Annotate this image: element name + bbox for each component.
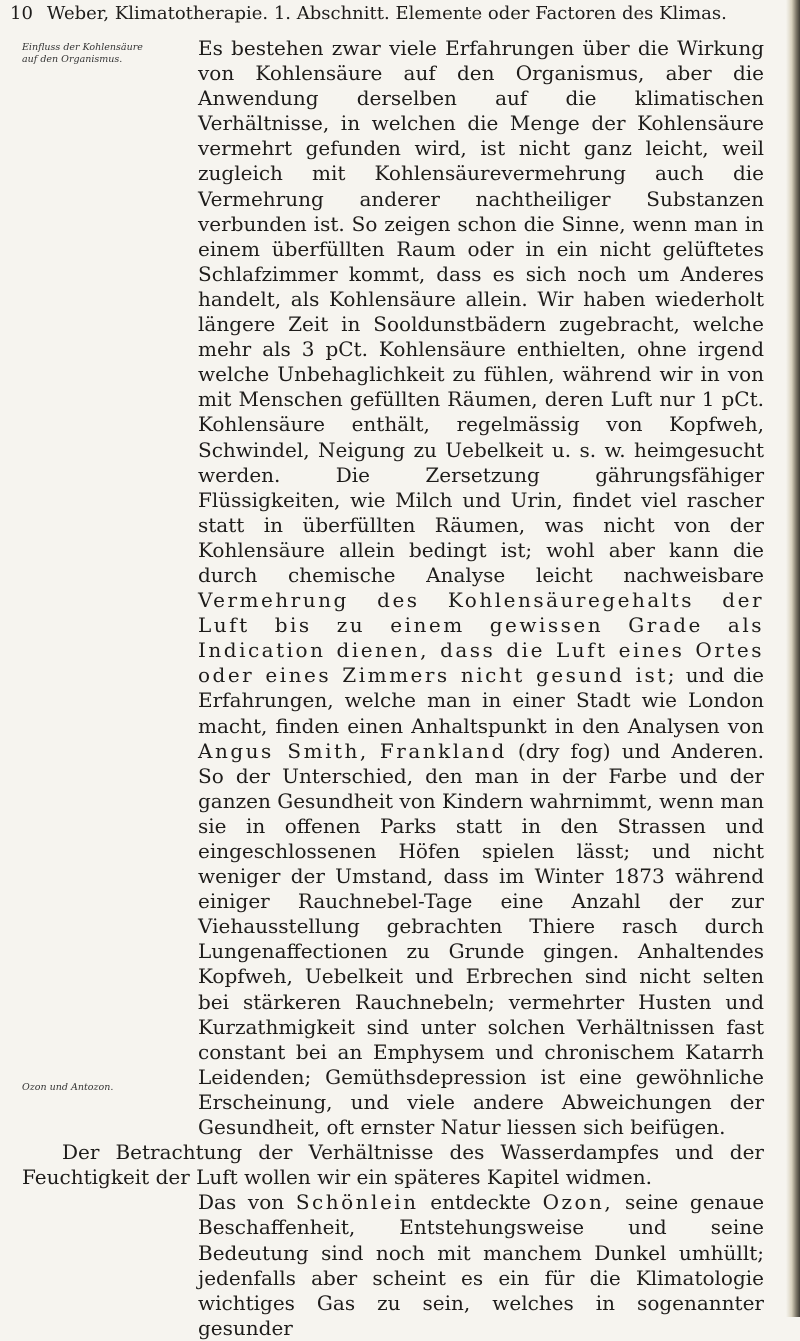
paragraph-kohlensaeure — [22, 36, 764, 1140]
body-text — [22, 36, 764, 1341]
page-number: 10 — [10, 3, 33, 24]
paragraph-ozon — [22, 1190, 764, 1341]
running-head — [10, 2, 770, 26]
author-name-smith: Angus Smith, — [198, 738, 369, 763]
paragraph-text: (dry fog) und Anderen. So der Unterschied, den man in der Farbe und der ganzen Gesundheit von Kindern wahrnimmt, wenn man sie in offenen Parks statt in den Strassen und eingeschlossenen Höfen spielen lässt; und nicht weniger der Umstand, dass im Winter 1873 während einiger Rauchnebel-Tage eine Anzahl der zur Viehausstellung gebrachten Thiere rasch durch Lungenaffectionen zu Grunde gingen. Anhaltendes Kopfweh, Uebelkeit und Erbrechen sind nicht selten bei stärkeren Rauchnebeln; vermehrter Husten und Kurzathmigkeit sind unter solchen Verhältnissen fast constant bei an Emphysem und chronischem Katarrh Leidenden; Gemüthsdepression ist eine gewöhnliche Erscheinung, und viele andere Abweichungen der Gesundheit, oft ernster Natur liessen sich beifügen. — [198, 738, 764, 1140]
scan-edge-shadow — [786, 0, 800, 1317]
paragraph-wasserdampf: Der Betrachtung der Verhältnisse des Wasserdampfes und der Feuchtigkeit der Luft wollen wir ein späteres Kapitel widmen. — [22, 1140, 764, 1190]
emphasis-text: Vermehrung des Kohlensäuregehalts der Luft bis zu einem gewissen Grade als Indication dienen, dass die Luft eines Ortes oder eines Zimmers nicht gesund ist; — [198, 588, 764, 688]
author-name-schoenlein: Schönlein — [295, 1190, 419, 1215]
paragraph-text: entdeckte — [430, 1190, 531, 1215]
margin-note-kohlensaeure: Einfluss der Kohlensäure auf den Organismus. — [22, 42, 143, 65]
paragraph-text: Das von — [198, 1190, 285, 1215]
term-ozon: Ozon, — [542, 1190, 614, 1215]
margin-note-ozon: Ozon und Antozon. — [22, 1082, 114, 1093]
author-name-frankland: Frankland — [379, 738, 507, 763]
paragraph-text: seine genaue Beschaffenheit, Entstehungsweise und seine Bedeutung sind noch mit manchem Dunkel umhüllt; jedenfalls aber scheint es ein für die Klimatologie wichtiges Gas zu sein, welches in sogenannter gesunder — [198, 1190, 765, 1340]
running-title: Weber, Klimatotherapie. 1. Abschnitt. Elemente oder Factoren des Klimas. — [46, 3, 727, 24]
paragraph-text: und die Erfahrungen, welche man in einer Stadt wie London macht, finden einen Anhaltspunkt in den Analysen von — [198, 663, 764, 738]
paragraph-text: Es bestehen zwar viele Erfahrungen über die Wirkung von Kohlensäure auf den Organismus, aber die Anwendung derselben auf die klimatischen Verhältnisse, in welchen die Menge der Kohlensäure vermehrt gefunden wird, ist nicht ganz leicht, weil zugleich mit Kohlensäurevermehrung auch die Vermehrung anderer nachtheiliger Substanzen verbunden ist. So zeigen schon die Sinne, wenn man in einem überfüllten Raum oder in ein nicht gelüftetes Schlafzimmer kommt, dass es sich noch um Anderes handelt, als Kohlensäure allein. Wir haben wiederholt längere Zeit in Sooldunstbädern zugebracht, welche mehr als 3 pCt. Kohlensäure enthielten, ohne irgend welche Unbehaglichkeit zu fühlen, während wir in von mit Menschen gefüllten Räumen, deren Luft nur 1 pCt. Kohlensäure enthält, regelmässig von Kopfweh, Schwindel, Neigung zu Uebelkeit u. s. w. heimgesucht werden. Die Zersetzung gährungsfähiger Flüssigkeiten, wie Milch und Urin, findet viel rascher statt in überfüllten Räumen, was nicht von der Kohlensäure allein bedingt ist; wohl aber kann die durch chemische Analyse leicht nachweisbare — [198, 36, 764, 587]
